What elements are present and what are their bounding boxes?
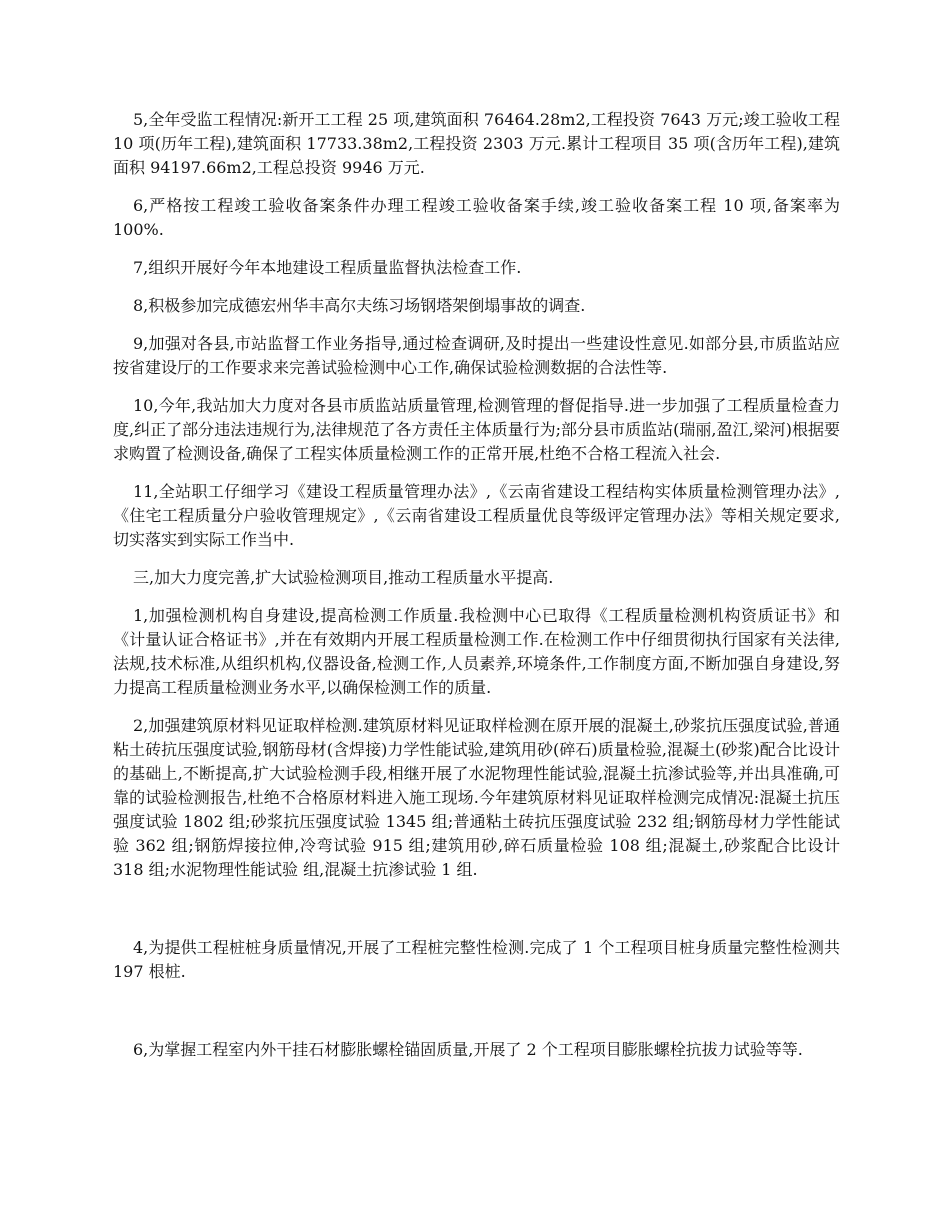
paragraph-item-6: 6,严格按工程竣工验收备案条件办理工程竣工验收备案手续,竣工验收备案工程 10 项,备案率为 100%. (113, 196, 840, 239)
paragraph-item-10: 10,今年,我站加大力度对各县市质监站质量管理,检测管理的督促指导.进一步加强了工程质量检查力度,纠正了部分违法违规行为,法律规范了各方责任主体质量行为;部分县市质监站(瑞丽,盈江,梁河)根据要求购置了检测设备,确保了工程实体质量检测工作的正常开展,杜绝不合格工程流入社会. (113, 396, 840, 463)
paragraph-item-1: 1,加强检测机构自身建设,提高检测工作质量.我检测中心已取得《工程质量检测机构资质证书》和《计量认证合格证书》,并在有效期内开展工程质量检测工作.在检测工作中仔细贯彻执行国家有关法律,法规,技术标准,从组织机构,仪器设备,检测工作,人员素养,环境条件,工作制度方面,不断加强自身建设,努力提高工程质量检测业务水平,以确保检测工作的质量. (113, 606, 840, 697)
paragraph-item-4: 4,为提供工程桩桩身质量情况,开展了工程桩完整性检测.完成了 1 个工程项目桩身质量完整性检测共 197 根桩. (113, 938, 840, 981)
paragraph-item-8: 8,积极参加完成德宏州华丰高尔夫练习场钢塔架倒塌事故的调查. (133, 296, 586, 315)
section-heading-three: 三,加大力度完善,扩大试验检测项目,推动工程质量水平提高. (133, 568, 554, 587)
blank-gap (113, 998, 840, 1038)
paragraph-item-2: 2,加强建筑原材料见证取样检测.建筑原材料见证取样检测在原开展的混凝土,砂浆抗压强度试验,普通粘土砖抗压强度试验,钢筋母材(含焊接)力学性能试验,建筑用砂(碎石)质量检验,混凝土(砂浆)配合比设计的基础上,不断提高,扩大试验检测手段,相继开展了水泥物理性能试验,混凝土抗渗试验等,并出具准确,可靠的试验检测报告,杜绝不合格原材料进入施工现场.今年建筑原材料见证取样检测完成情况:混凝土抗压强度试验 1802 组;砂浆抗压强度试验 1345 组;普通粘土砖抗压强度试验 232 组;钢筋母材力学性能试验 362 组;钢筋焊接拉伸,冷弯试验 915 组;建筑用砂,碎石质量检验 108 组;混凝土,砂浆配合比设计 318 组;水泥物理性能试验 组,混凝土抗渗试验 1 组. (113, 716, 840, 879)
blank-gap (113, 896, 840, 936)
paragraph-item-9: 9,加强对各县,市站监督工作业务指导,通过检查调研,及时提出一些建设性意见.如部分县,市质监站应按省建设厅的工作要求来完善试验检测中心工作,确保试验检测数据的合法性等. (113, 334, 840, 377)
paragraph-item-11: 11,全站职工仔细学习《建设工程质量管理办法》,《云南省建设工程结构实体质量检测管理办法》,《住宅工程质量分户验收管理规定》,《云南省建设工程质量优良等级评定管理办法》等相关规定要求,切实落实到实际工作当中. (113, 482, 840, 549)
paragraph-item-5: 5,全年受监工程情况:新开工工程 25 项,建筑面积 76464.28m2,工程投资 7643 万元;竣工验收工程 10 项(历年工程),建筑面积 17733.38m2,工程投资 2303 万元.累计工程项目 35 项(含历年工程),建筑面积 94197.66m2,工程总投资 9946 万元. (113, 110, 840, 177)
paragraph-item-6b: 6,为掌握工程室内外干挂石材膨胀螺栓锚固质量,开展了 2 个工程项目膨胀螺栓抗拔力试验等等. (133, 1040, 803, 1059)
document-body (113, 108, 840, 1076)
paragraph-item-7: 7,组织开展好今年本地建设工程质量监督执法检查工作. (133, 258, 522, 277)
